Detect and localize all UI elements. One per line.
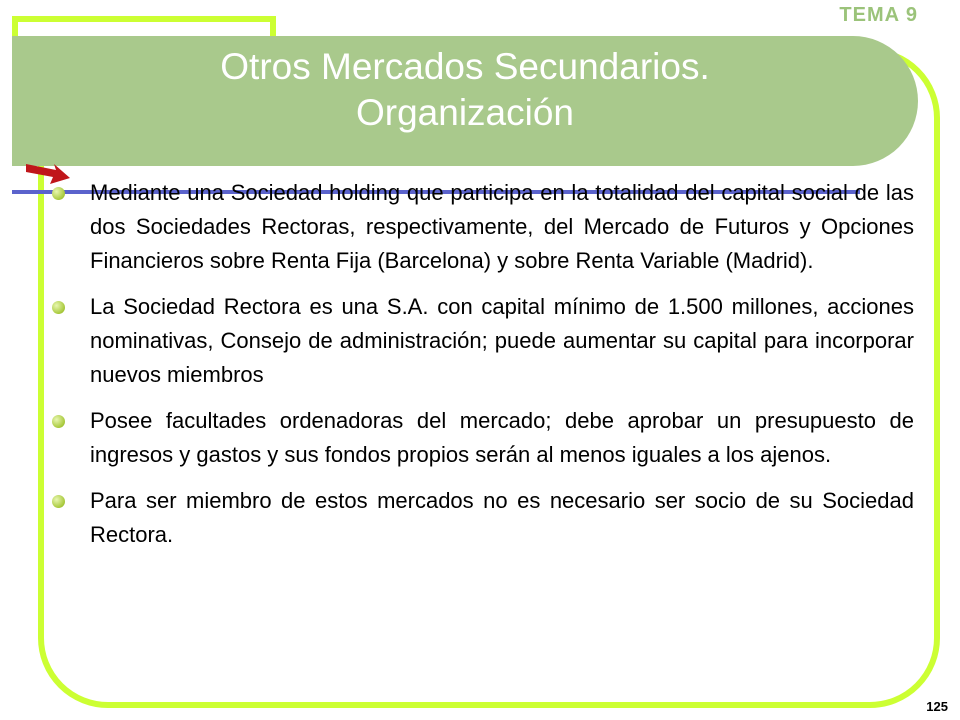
bullet-dot-icon [52, 415, 65, 428]
bullet-text: La Sociedad Rectora es una S.A. con capital mínimo de 1.500 millones, acciones nominativas, Consejo de administración; puede aumentar su capital para incorporar nuevos miembros [90, 294, 914, 387]
bullet-dot-icon [52, 187, 65, 200]
page-number: 125 [926, 699, 948, 714]
title-line-2: Organización [355, 92, 574, 133]
bullet-item [52, 176, 914, 278]
bullet-text: Para ser miembro de estos mercados no es necesario ser socio de su Sociedad Rectora. [90, 488, 914, 547]
bullet-text: Mediante una Sociedad holding que participa en la totalidad del capital social de las dos Sociedades Rectoras, respectivamente, del Mercado de Futuros y Opciones Financieros sobre Renta Fija (Barcelona) y sobre Renta Variable (Madrid). [90, 180, 914, 273]
bullet-item [52, 484, 914, 552]
tema-label: TEMA 9 [839, 4, 918, 26]
title-line-1: Otros Mercados Secundarios. [220, 46, 710, 87]
bullet-text: Posee facultades ordenadoras del mercado; debe aprobar un presupuesto de ingresos y gastos y sus fondos propios serán al menos iguales a los ajenos. [90, 408, 914, 467]
slide-title [20, 44, 910, 136]
bullet-dot-icon [52, 301, 65, 314]
bullet-item [52, 290, 914, 392]
bullet-list [52, 176, 914, 564]
bullet-dot-icon [52, 495, 65, 508]
bullet-item [52, 404, 914, 472]
